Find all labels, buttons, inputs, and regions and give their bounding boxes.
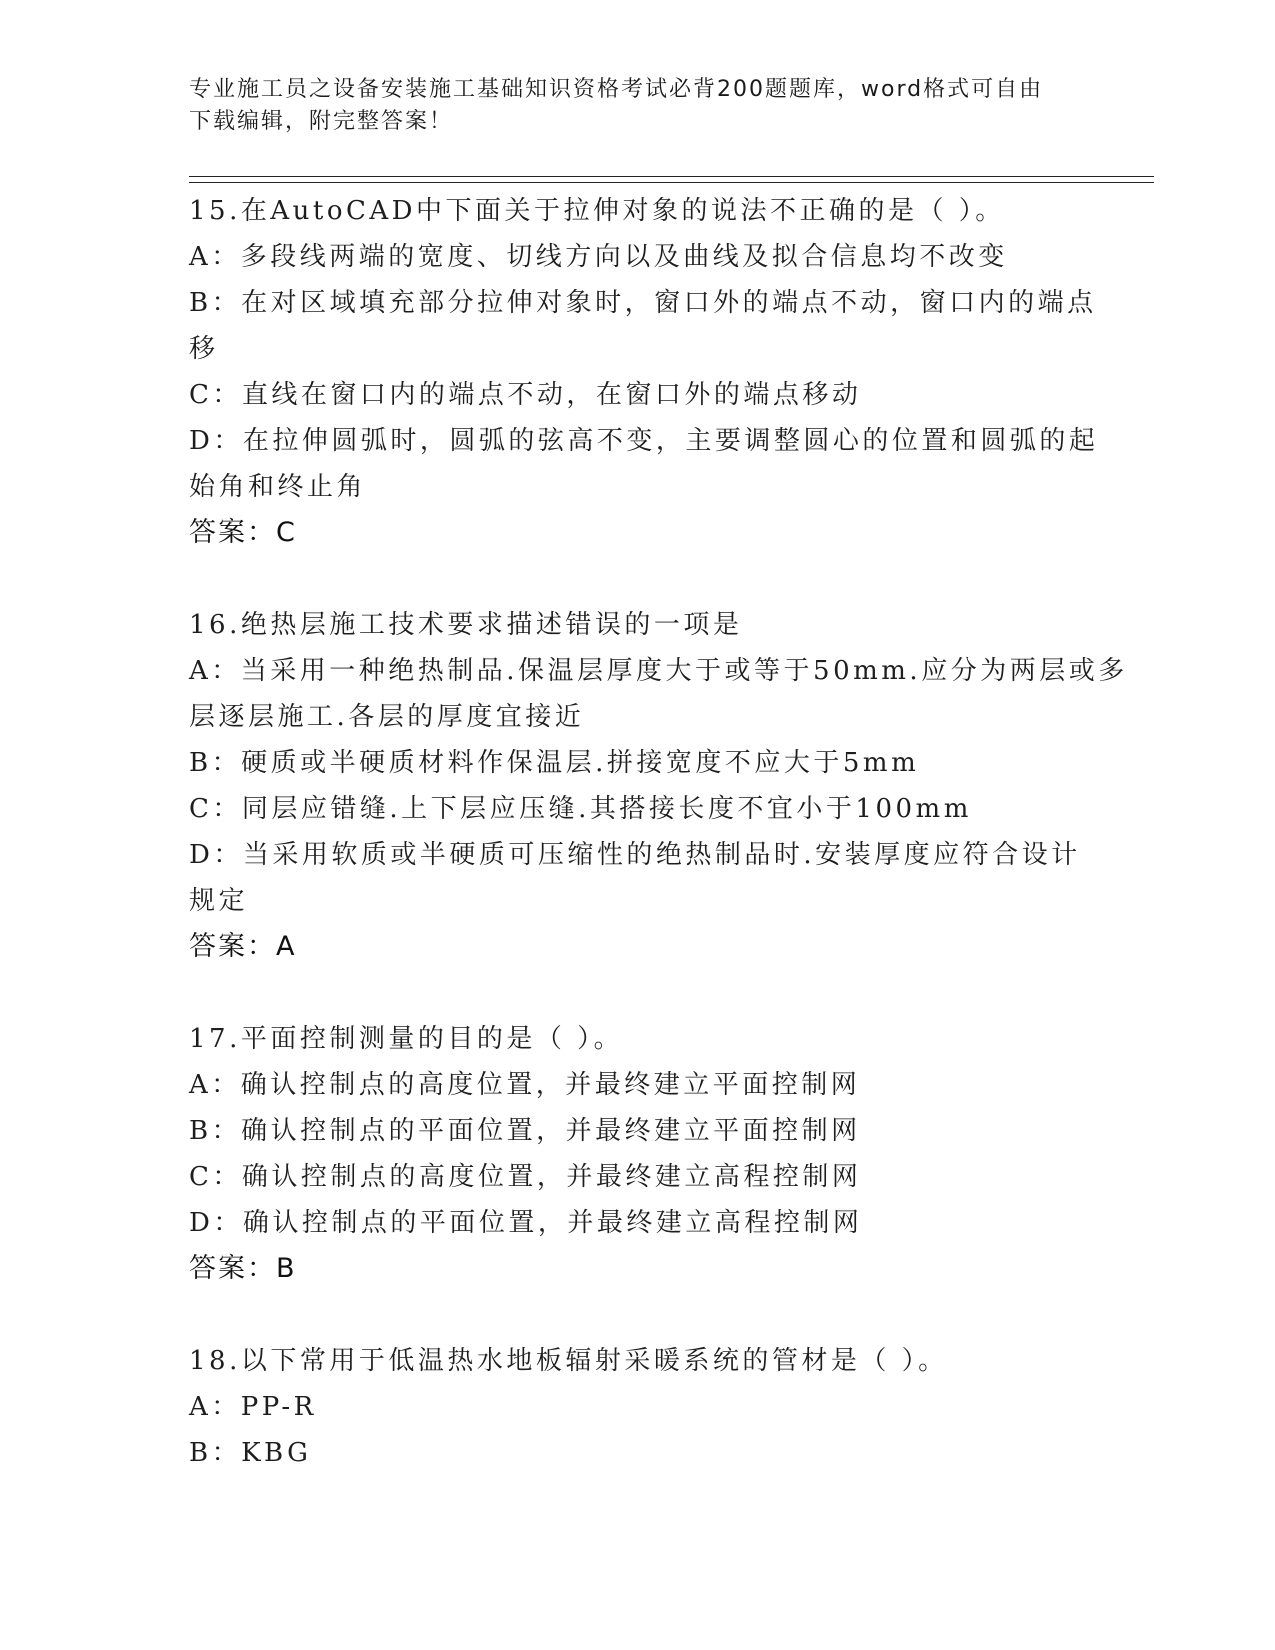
option-d-continued: 始角和终止角: [189, 472, 367, 502]
option-d-continued: 规定: [189, 886, 249, 916]
option-a-continued: 层逐层施工.各层的厚度宜接近: [189, 702, 585, 732]
header-line-2: 下载编辑，附完整答案！: [189, 109, 454, 134]
question-stem: 15.在AutoCAD中下面关于拉伸对象的说法不正确的是（ ）。: [189, 196, 1005, 226]
option-c: C：直线在窗口内的端点不动，在窗口外的端点移动: [189, 380, 862, 410]
question-18: [189, 1338, 1089, 1476]
option-a: A：多段线两端的宽度、切线方向以及曲线及拟合信息均不改变: [189, 242, 1008, 272]
option-b: B：在对区域填充部分拉伸对象时，窗口外的端点不动，窗口内的端点: [189, 288, 1097, 318]
question-spacer: [189, 970, 1089, 1016]
question-stem: 17.平面控制测量的目的是（ ）。: [189, 1024, 624, 1054]
option-c: C：同层应错缝.上下层应压缝.其搭接长度不宜小于100mm: [189, 794, 972, 824]
question-stem: 16.绝热层施工技术要求描述错误的一项是: [189, 610, 743, 640]
question-spacer: [189, 556, 1089, 602]
header-divider-bottom: [189, 182, 1154, 183]
option-d: D：当采用软质或半硬质可压缩性的绝热制品时.安装厚度应符合设计: [189, 840, 1081, 870]
answer-line: 答案：A: [189, 931, 297, 962]
header-line-1: 专业施工员之设备安装施工基础知识资格考试必背200题题库，word格式可自由: [189, 77, 1044, 102]
question-spacer: [189, 1292, 1089, 1338]
question-15: [189, 188, 1099, 556]
option-c: C：确认控制点的高度位置，并最终建立高程控制网: [189, 1162, 862, 1192]
answer-line: 答案：C: [189, 517, 297, 548]
question-16: [189, 602, 1128, 970]
option-b-continued: 移: [189, 334, 219, 364]
question-stem: 18.以下常用于低温热水地板辐射采暖系统的管材是（ ）。: [189, 1346, 948, 1376]
document-header: [189, 74, 1089, 138]
option-a: A：确认控制点的高度位置，并最终建立平面控制网: [189, 1070, 861, 1100]
answer-line: 答案：B: [189, 1253, 297, 1284]
question-list: [189, 188, 1128, 1476]
header-divider-top: [189, 176, 1154, 177]
option-b: B：硬质或半硬质材料作保温层.拼接宽度不应大于5mm: [189, 748, 920, 778]
option-b: B：确认控制点的平面位置，并最终建立平面控制网: [189, 1116, 861, 1146]
question-17: [189, 1016, 1089, 1292]
option-a: A：当采用一种绝热制品.保温层厚度大于或等于50mm.应分为两层或多: [189, 656, 1128, 686]
option-d: D：在拉伸圆弧时，圆弧的弦高不变，主要调整圆心的位置和圆弧的起: [189, 426, 1099, 456]
option-b: B：KBG: [189, 1438, 312, 1468]
option-d: D：确认控制点的平面位置，并最终建立高程控制网: [189, 1208, 863, 1238]
option-a: A：PP-R: [189, 1392, 317, 1422]
